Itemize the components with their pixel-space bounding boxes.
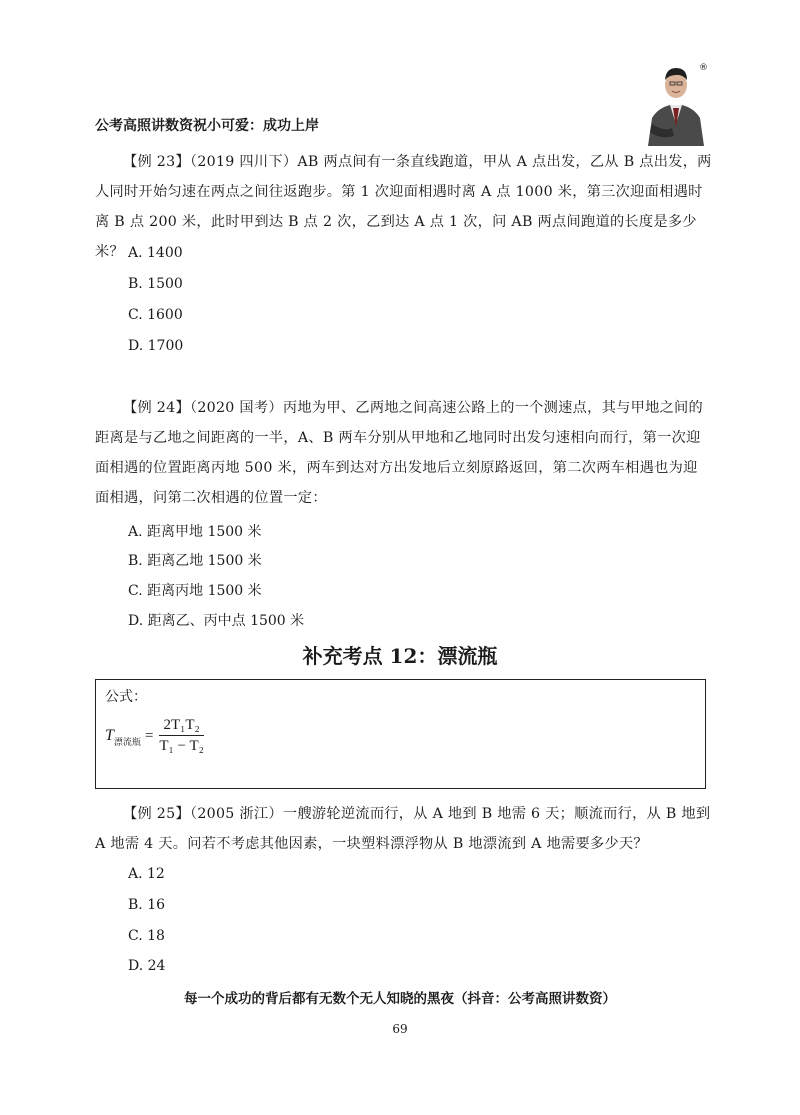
example25-option-b: B. 16 (128, 897, 166, 913)
example24-option-b: B. 距离乙地 1500 米 (128, 553, 262, 569)
page-number: 69 (392, 1022, 408, 1036)
example23-line-1: 【例 23】（2019 四川下）AB 两点间有一条直线跑道，甲从 A 点出发，乙从 B 点出发，两 (123, 154, 712, 170)
formula-equals: = (144, 727, 154, 744)
formula-box (95, 679, 706, 789)
example24-line-1: 【例 24】（2020 国考）丙地为甲、乙两地之间高速公路上的一个测速点，其与甲地之间的 (123, 400, 704, 416)
example25-text (95, 799, 715, 859)
registered-mark: ® (699, 63, 708, 73)
example24-option-d: D. 距离乙、丙中点 1500 米 (128, 613, 305, 629)
example24-option-c: C. 距离丙地 1500 米 (128, 583, 262, 599)
footer-slogan: 每一个成功的背后都有无数个无人知晓的黑夜（抖音：公考高照讲数资） (184, 991, 616, 1007)
example24-line-4: 面相遇，问第二次相遇的位置一定： (95, 490, 327, 506)
example25-option-c: C. 18 (128, 928, 165, 944)
header-slogan: 公考高照讲数资祝小可爱：成功上岸 (95, 118, 319, 134)
example23-text (95, 147, 715, 267)
example24-line-2: 距离是与乙地之间距离的一半，A、B 两车分别从甲地和乙地同时出发匀速相向而行，第一次迎 (95, 430, 701, 446)
example24-text (95, 393, 715, 513)
example23-option-c: C. 1600 (128, 307, 183, 323)
example24-option-a: A. 距离甲地 1500 米 (128, 524, 262, 540)
formula-lhs-symbol: T (105, 727, 114, 744)
example25-option-a: A. 12 (128, 866, 165, 882)
example25-line-1: 【例 25】（2005 浙江）一艘游轮逆流而行，从 A 地到 B 地需 6 天；顺流而行，从 B 地到 (123, 806, 711, 822)
example23-option-a: A. 1400 (128, 245, 183, 261)
example25-line-2: A 地需 4 天。问若不考虑其他因素，一块塑料漂浮物从 B 地漂流到 A 地需要多少天？ (95, 836, 648, 852)
formula-denominator: T₁ − T₂ (159, 738, 204, 754)
formula-fraction (155, 717, 207, 755)
formula-numerator: 2T₁T₂ (159, 717, 203, 736)
formula-label: 公式： (105, 689, 147, 705)
example23-option-b: B. 1500 (128, 276, 183, 292)
example23-line-2: 人同时开始匀速在两点之间往返跑步。第 1 次迎面相遇时离 A 点 1000 米，第三次迎面相遇时 (95, 184, 703, 200)
example23-line-3: 离 B 点 200 米，此时甲到达 B 点 2 次，乙到达 A 点 1 次，问 AB 两点间跑道的长度是多少米？ (95, 214, 697, 260)
drift-bottle-formula (105, 717, 208, 755)
example23-option-d: D. 1700 (128, 338, 184, 354)
formula-lhs-subscript: 漂流瓶 (113, 737, 141, 748)
section-title: 补充考点 12：漂流瓶 (302, 644, 498, 668)
example24-line-3: 面相遇的位置距离丙地 500 米，两车到达对方出发地后立刻原路返回，第二次两车相遇也为迎 (95, 460, 698, 476)
example25-option-d: D. 24 (128, 958, 166, 974)
